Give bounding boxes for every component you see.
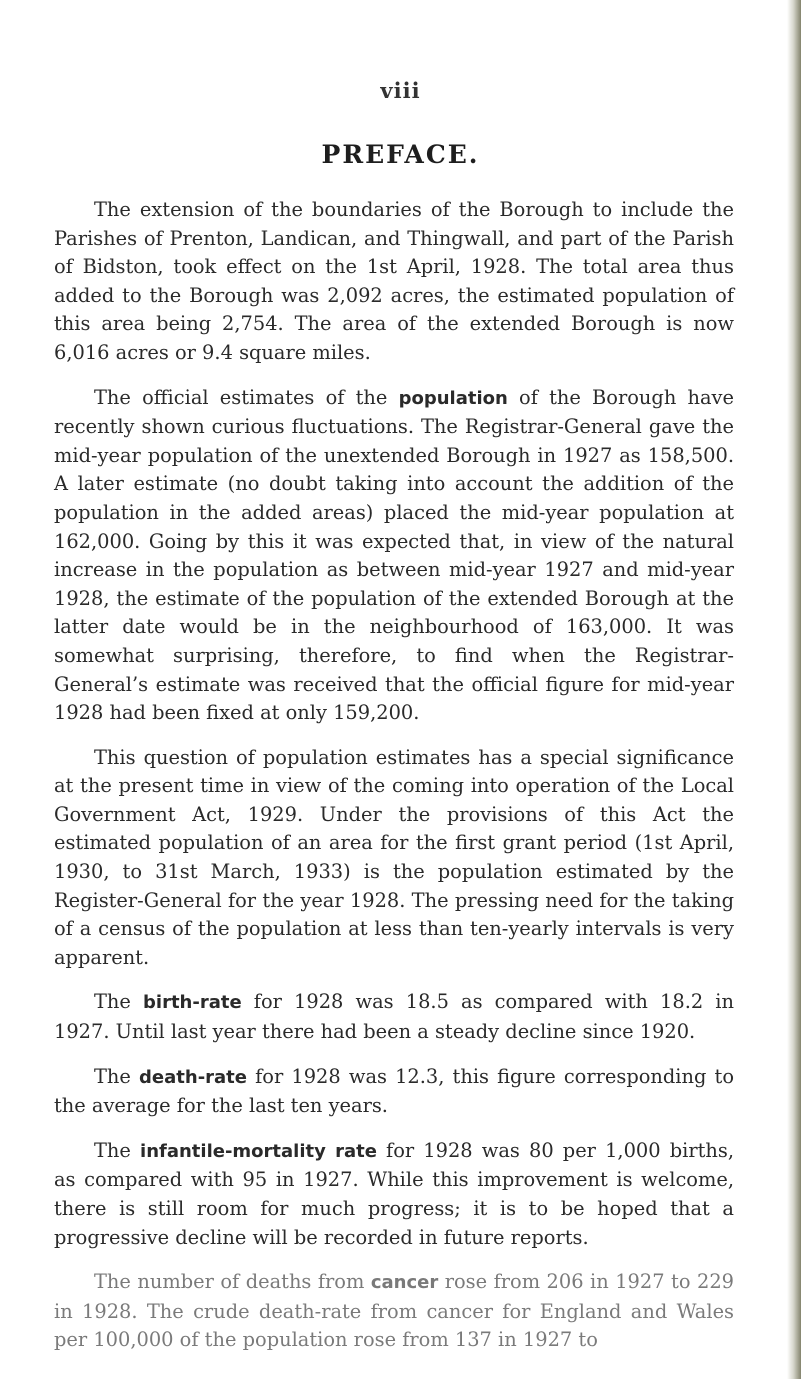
p5-suffix: for 1928 was 12.3, this figure corresponding to the average for the last ten years. — [54, 1064, 735, 1118]
paragraph-death-rate — [54, 1063, 734, 1121]
preface-heading: PREFACE. — [321, 140, 480, 169]
keyword-infantile-mortality-rate: infantile-mortality rate — [140, 1140, 377, 1162]
paragraph-boundary-extension: The extension of the boundaries of the Borough to include the Parishes of Prenton, Landican, and Thingwall, and part of the Parish of Bidston, took effect on the 1st April, 1928. The total area thus added to the Borough was 2,092 acres, the estimated population of this area being 2,754. The area of the extended Borough is now 6,016 acres or 9.4 square miles. — [54, 198, 734, 364]
p2-prefix: The official estimates of the — [94, 385, 399, 409]
keyword-death-rate: death-rate — [139, 1066, 247, 1088]
p6-suffix: for 1928 was 80 per 1,000 births, as compared with 95 in 1927. While this improvement is welcome, there is still room for much progress; it is to be hoped that a progressive decline will be recorded in future reports. — [54, 1138, 734, 1249]
paragraph-infantile-mortality — [54, 1137, 734, 1252]
keyword-cancer: cancer — [370, 1272, 439, 1294]
keyword-population: population — [398, 387, 508, 409]
p6-prefix: The — [94, 1138, 141, 1162]
paragraph-cancer — [54, 1268, 734, 1355]
p5-prefix: The — [94, 1064, 140, 1088]
paragraph-population-estimates — [54, 384, 734, 728]
p4-suffix: for 1928 was 18.5 as compared with 18.2 in 1927. Until last year there had been a steady decline since 1920. — [54, 990, 734, 1044]
p7-suffix: rose from 206 in 1927 to 229 in 1928. The crude death-rate from cancer for England and Wales per 100,000 of the population rose from 137 in 1927 to — [54, 1270, 734, 1352]
p2-suffix: of the Borough have recently shown curious fluctuations. The Registrar-General gave the mid-year population of the unextended Borough in 1927 as 158,500. A later estimate (no doubt taking into account the addition of the population in the added areas) placed the mid-year population at 162,000. Going by this it was expected that, in view of the natural increase in the population as between mid-year 1927 and mid-year 1928, the estimate of the population of the extended Borough at the latter date would be in the neighbourhood of 163,000. It was somewhat surprising, therefore, to find when the Registrar-General’s estimate was received that the official figure for mid-year 1928 had been fixed at only 159,200. — [54, 385, 734, 725]
page-number: viii — [380, 78, 421, 103]
paragraph-birth-rate — [54, 988, 734, 1046]
scan-edge-shadow — [787, 0, 801, 1379]
paragraph-local-government-act: This question of population estimates has a special significance at the present time in view of the coming into operation of the Local Government Act, 1929. Under the provisions of this Act the estimated population of an area for the first grant period (1st April, 1930, to 31st March, 1933) is the population estimated by the Register-General for the year 1928. The pressing need for the taking of a census of the population at less than ten-yearly intervals is very apparent. — [54, 745, 734, 969]
keyword-birth-rate: birth-rate — [143, 992, 242, 1014]
p7-prefix: The number of deaths from — [94, 1270, 371, 1294]
body-text — [54, 196, 734, 1371]
p4-prefix: The — [94, 990, 144, 1014]
